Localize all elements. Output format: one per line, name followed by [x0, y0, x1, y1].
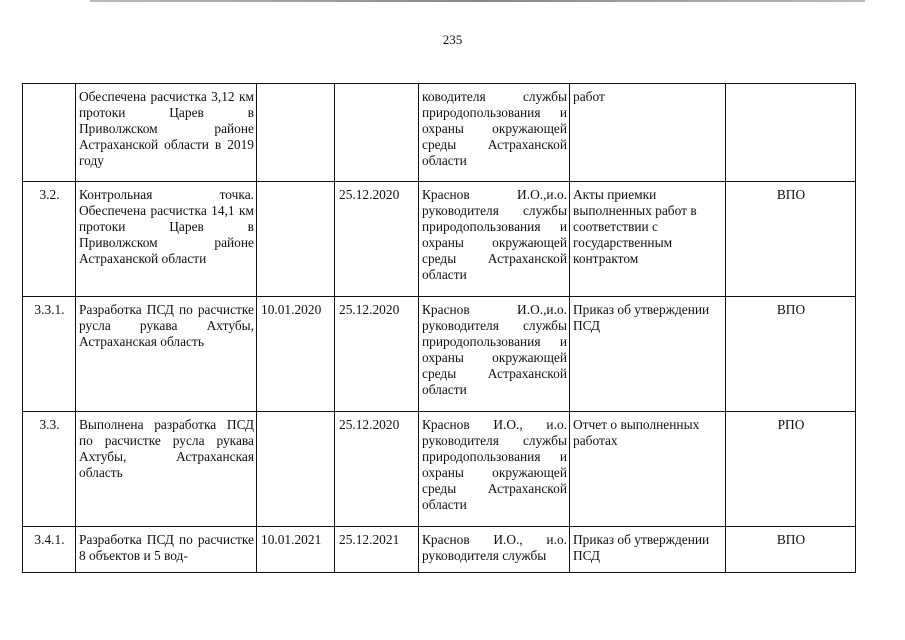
row-number-cell: [23, 84, 76, 182]
responsible-cell: Краснов И.О.,и.о. руководителя службы природопользования и охраны окружающей среды Астраханской области: [419, 182, 570, 297]
end-date-cell: [335, 84, 419, 182]
responsible-cell: Краснов И.О.,и.о. руководителя службы природопользования и охраны окружающей среды Астраханской области: [419, 297, 570, 412]
type-cell: ВПО: [726, 297, 856, 412]
start-date-cell: 10.01.2020: [257, 297, 335, 412]
type-cell: [726, 84, 856, 182]
description-cell: Разработка ПСД по расчистке русла рукава Ахтубы, Астраханская область: [76, 297, 257, 412]
start-date-cell: [257, 412, 335, 527]
table-row: [23, 412, 856, 527]
row-number-cell: 3.2.: [23, 182, 76, 297]
document-cell: Приказ об утверждении ПСД: [570, 297, 726, 412]
responsible-cell: Краснов И.О., и.о. руководителя службы природопользования и охраны окружающей среды Астраханской области: [419, 412, 570, 527]
type-cell: ВПО: [726, 527, 856, 573]
responsible-text: Краснов И.О., и.о. руководителя службы: [422, 532, 567, 563]
row-number-cell: 3.3.1.: [23, 297, 76, 412]
table-row: [23, 527, 856, 573]
document-cell: работ: [570, 84, 726, 182]
page-number: 235: [442, 32, 463, 47]
description-cell: Контрольная точка. Обеспечена расчистка 14,1 км протоки Царев в Приволжском районе Астраханской области: [76, 182, 257, 297]
row-number-cell: 3.3.: [23, 412, 76, 527]
page-top-border: [90, 0, 865, 2]
responsible-cell: [419, 527, 570, 573]
plan-table: [22, 83, 856, 573]
document-cell: [570, 527, 726, 573]
table-row: [23, 182, 856, 297]
type-cell: ВПО: [726, 182, 856, 297]
description-cell: [76, 527, 257, 573]
description-cell: Выполнена разработка ПСД по расчистке русла рукава Ахтубы, Астраханская область: [76, 412, 257, 527]
responsible-cell: ководителя службы природопользования и охраны окружающей среды Астраханской области: [419, 84, 570, 182]
end-date-cell: 25.12.2020: [335, 412, 419, 527]
document-text: Приказ об утверждении ПСД: [573, 532, 710, 563]
description-cell: Обеспечена расчистка 3,12 км протоки Царев в Приволжском районе Астраханской области в 2019 году: [76, 84, 257, 182]
type-cell: РПО: [726, 412, 856, 527]
document-cell: Акты приемки выполненных работ в соответствии с государственным контрактом: [570, 182, 726, 297]
start-date-cell: 10.01.2021: [257, 527, 335, 573]
end-date-cell: 25.12.2020: [335, 182, 419, 297]
table-row: [23, 84, 856, 182]
start-date-cell: [257, 84, 335, 182]
row-number-cell: 3.4.1.: [23, 527, 76, 573]
description-text: Разработка ПСД по расчистке 8 объектов и 5 вод-: [79, 532, 254, 563]
table-row: [23, 297, 856, 412]
start-date-cell: [257, 182, 335, 297]
end-date-cell: 25.12.2021: [335, 527, 419, 573]
end-date-cell: 25.12.2020: [335, 297, 419, 412]
document-cell: Отчет о выполненных работах: [570, 412, 726, 527]
